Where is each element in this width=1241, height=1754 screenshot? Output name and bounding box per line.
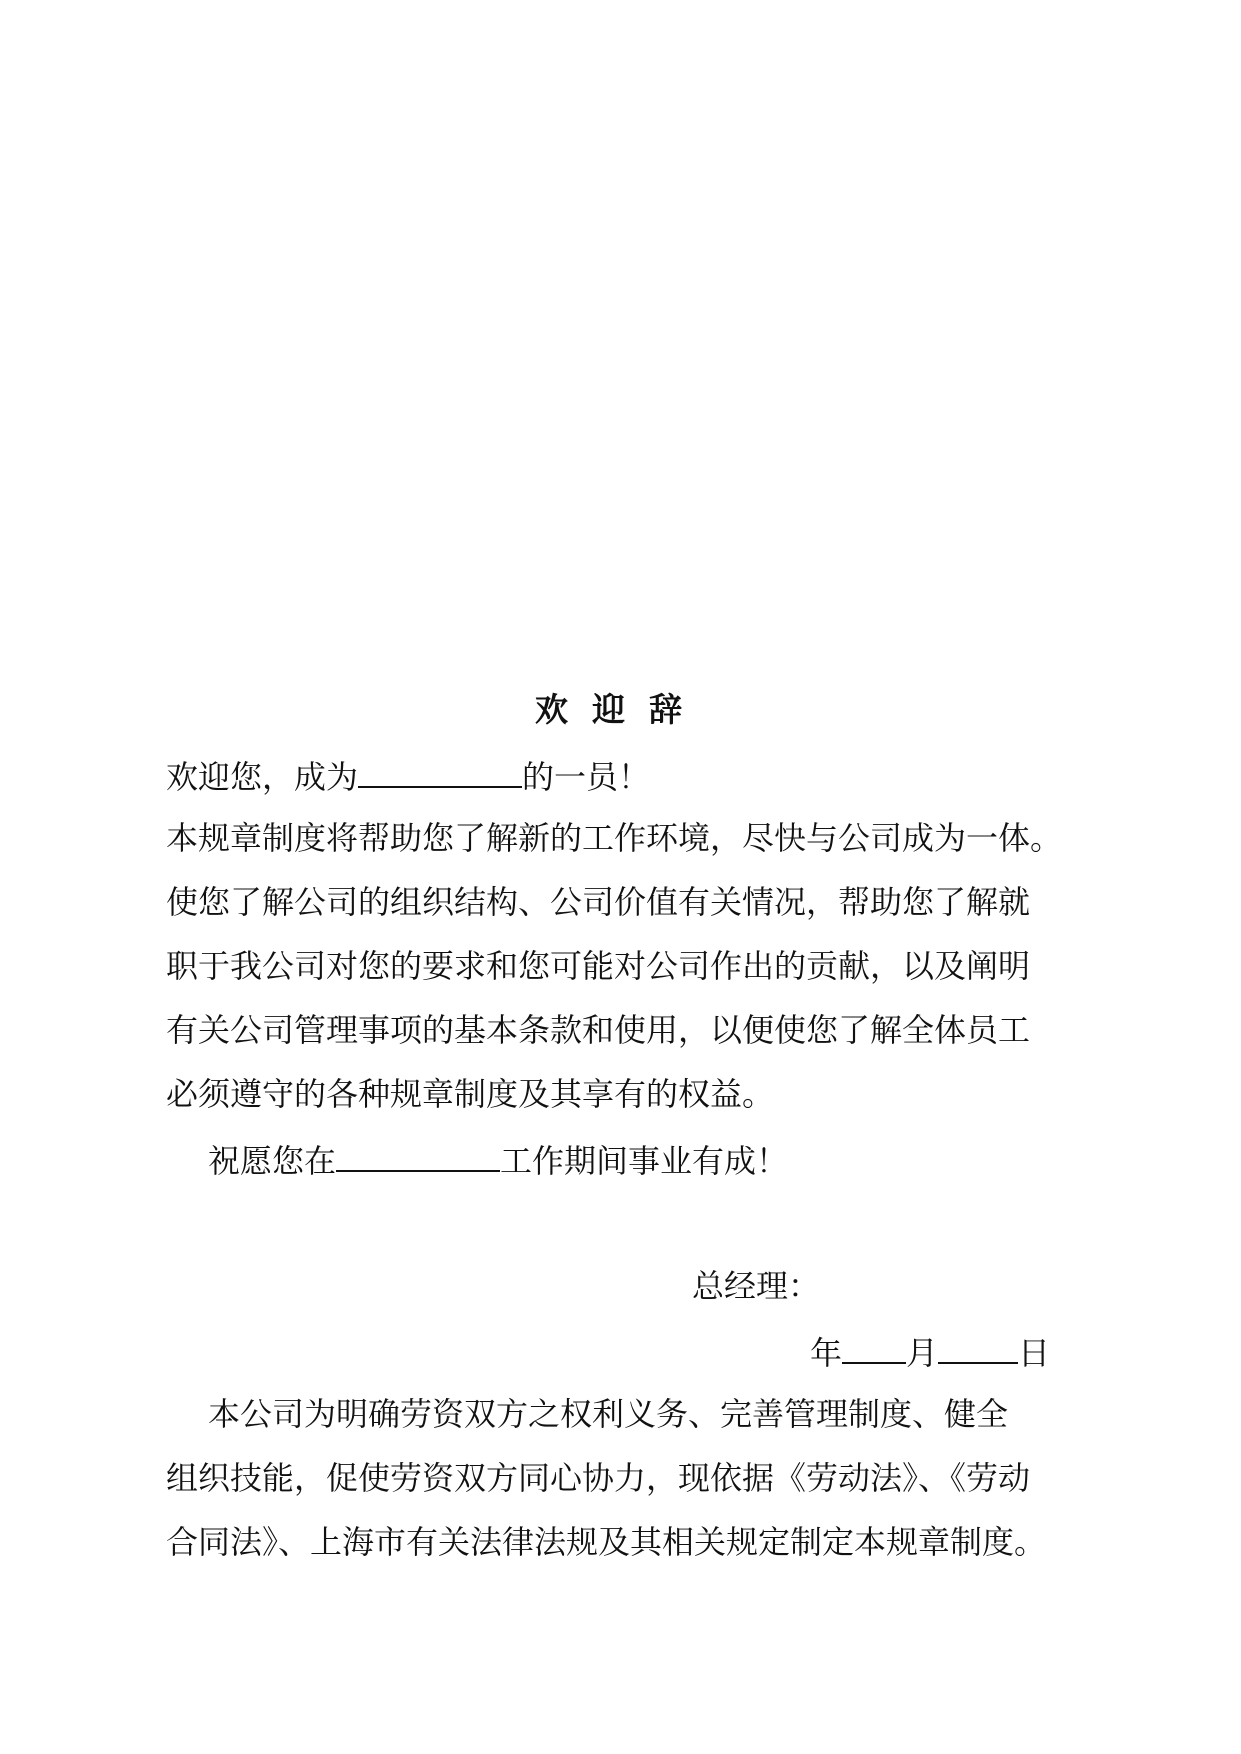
wish-line (208, 1136, 788, 1183)
intro-line-3: 职于我公司对您的要求和您可能对公司作出的贡献，以及阐明 (166, 947, 1031, 985)
intro-line-1: 本规章制度将帮助您了解新的工作环境，尽快与公司成为一体。 (166, 819, 1063, 857)
company-name-blank (358, 752, 522, 788)
month-blank (842, 1328, 906, 1364)
date-day: 日 (1018, 1334, 1051, 1372)
purpose-line-2: 组织技能，促使劳资双方同心协力，现依据《劳动法》、《劳动 (166, 1459, 1031, 1497)
date-line (810, 1328, 1050, 1375)
intro-line-5: 必须遵守的各种规章制度及其享有的权益。 (166, 1075, 775, 1113)
wish-after: 工作期间事业有成！ (500, 1142, 789, 1180)
intro-line-4: 有关公司管理事项的基本条款和使用，以便使您了解全体员工 (166, 1011, 1031, 1049)
intro-line-2: 使您了解公司的组织结构、公司价值有关情况，帮助您了解就 (166, 883, 1031, 921)
greeting-line (166, 752, 650, 799)
signature-label: 总经理： (692, 1267, 821, 1305)
purpose-line-1: 本公司为明确劳资双方之权利义务、完善管理制度、健全 (208, 1395, 1009, 1433)
company-name-blank-2 (336, 1136, 500, 1172)
day-blank (938, 1328, 1018, 1364)
wish-before: 祝愿您在 (208, 1142, 337, 1180)
date-month: 月 (906, 1334, 939, 1372)
greeting-before: 欢迎您，成为 (166, 758, 359, 796)
document-title: 欢迎辞 (535, 690, 706, 729)
greeting-after: 的一员！ (522, 758, 651, 796)
date-year: 年 (810, 1334, 843, 1372)
purpose-line-3: 合同法》、上海市有关法律法规及其相关规定制定本规章制度。 (166, 1523, 1047, 1561)
